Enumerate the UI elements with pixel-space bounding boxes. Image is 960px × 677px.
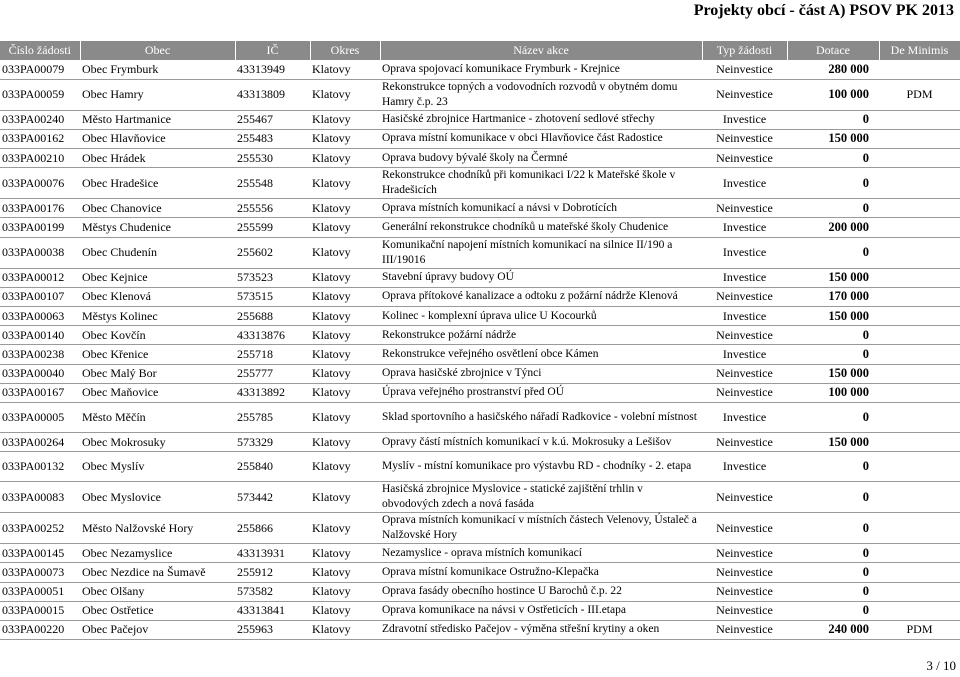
cell-dotace: 150 000 [787, 307, 879, 326]
column-header-nazev: Název akce [380, 41, 702, 60]
cell-cislo: 033PA00005 [0, 402, 80, 432]
cell-obec: Obec Hlavňovice [80, 129, 235, 148]
cell-nazev: Oprava místní komunikace Ostružno-Klepačka [380, 563, 702, 582]
cell-cislo: 033PA00199 [0, 218, 80, 237]
cell-obec: Obec Olšany [80, 582, 235, 601]
cell-dotace: 0 [787, 452, 879, 482]
table-row [0, 79, 960, 110]
cell-dm [879, 432, 960, 451]
column-header-dotace: Dotace [787, 41, 879, 60]
cell-ic: 255483 [235, 129, 310, 148]
cell-nazev: Oprava komunikace na návsi v Ostřeticích - III.etapa [380, 601, 702, 620]
cell-nazev: Stavební úpravy budovy OÚ [380, 268, 702, 287]
cell-ic: 43313876 [235, 326, 310, 345]
cell-typ: Neinvestice [702, 383, 787, 402]
cell-dotace: 100 000 [787, 79, 879, 110]
table-row [0, 383, 960, 402]
cell-obec: Město Měčín [80, 402, 235, 432]
cell-nazev: Hasičské zbrojnice Hartmanice - zhotovení sedlové střechy [380, 110, 702, 129]
cell-okres: Klatovy [310, 268, 380, 287]
cell-ic: 255866 [235, 513, 310, 544]
cell-obec: Obec Nezamyslice [80, 544, 235, 563]
cell-typ: Neinvestice [702, 199, 787, 218]
cell-dm [879, 168, 960, 199]
cell-dotace: 240 000 [787, 620, 879, 639]
table-header-row [0, 41, 960, 60]
cell-cislo: 033PA00012 [0, 268, 80, 287]
cell-obec: Obec Klenová [80, 287, 235, 306]
cell-obec: Město Hartmanice [80, 110, 235, 129]
cell-okres: Klatovy [310, 79, 380, 110]
cell-typ: Investice [702, 452, 787, 482]
cell-ic: 255785 [235, 402, 310, 432]
table-row [0, 268, 960, 287]
cell-nazev: Oprava budovy bývalé školy na Čermné [380, 149, 702, 168]
cell-dm [879, 60, 960, 79]
cell-okres: Klatovy [310, 60, 380, 79]
cell-dm [879, 237, 960, 268]
cell-okres: Klatovy [310, 432, 380, 451]
cell-typ: Neinvestice [702, 60, 787, 79]
cell-okres: Klatovy [310, 544, 380, 563]
table-row [0, 402, 960, 432]
cell-typ: Neinvestice [702, 287, 787, 306]
cell-dm [879, 364, 960, 383]
cell-cislo: 033PA00240 [0, 110, 80, 129]
cell-dotace: 0 [787, 110, 879, 129]
cell-dm [879, 544, 960, 563]
cell-dm [879, 110, 960, 129]
cell-okres: Klatovy [310, 307, 380, 326]
table-row [0, 513, 960, 544]
cell-dm [879, 345, 960, 364]
table-row [0, 307, 960, 326]
cell-dm [879, 129, 960, 148]
cell-ic: 255602 [235, 237, 310, 268]
cell-nazev: Nezamyslice - oprava místních komunikací [380, 544, 702, 563]
cell-okres: Klatovy [310, 383, 380, 402]
cell-obec: Obec Chudenín [80, 237, 235, 268]
cell-nazev: Myslív - místní komunikace pro výstavbu RD - chodníky - 2. etapa [380, 452, 702, 482]
cell-cislo: 033PA00252 [0, 513, 80, 544]
cell-ic: 255688 [235, 307, 310, 326]
cell-okres: Klatovy [310, 364, 380, 383]
cell-typ: Investice [702, 110, 787, 129]
table-row [0, 345, 960, 364]
table-row [0, 563, 960, 582]
cell-obec: Obec Nezdice na Šumavě [80, 563, 235, 582]
cell-ic: 573329 [235, 432, 310, 451]
cell-dotace: 150 000 [787, 432, 879, 451]
cell-nazev: Komunikační napojení místních komunikací na silnice II/190 a III/19016 [380, 237, 702, 268]
cell-nazev: Oprava přítokové kanalizace a odtoku z požární nádrže Klenová [380, 287, 702, 306]
cell-nazev: Rekonstrukce požární nádrže [380, 326, 702, 345]
cell-dm [879, 513, 960, 544]
cell-dm [879, 307, 960, 326]
column-header-cislo: Číslo žádosti [0, 41, 80, 60]
cell-ic: 43313931 [235, 544, 310, 563]
cell-dm [879, 402, 960, 432]
cell-cislo: 033PA00176 [0, 199, 80, 218]
cell-obec: Obec Myslovice [80, 482, 235, 513]
table-row [0, 326, 960, 345]
column-header-typ: Typ žádosti [702, 41, 787, 60]
cell-typ: Neinvestice [702, 129, 787, 148]
cell-nazev: Sklad sportovního a hasičského nářadí Radkovice - volební místnost [380, 402, 702, 432]
cell-cislo: 033PA00132 [0, 452, 80, 482]
cell-cislo: 033PA00076 [0, 168, 80, 199]
cell-obec: Město Nalžovské Hory [80, 513, 235, 544]
cell-ic: 43313892 [235, 383, 310, 402]
cell-ic: 573582 [235, 582, 310, 601]
cell-obec: Obec Pačejov [80, 620, 235, 639]
cell-dotace: 0 [787, 601, 879, 620]
column-header-okres: Okres [310, 41, 380, 60]
cell-cislo: 033PA00079 [0, 60, 80, 79]
cell-cislo: 033PA00210 [0, 149, 80, 168]
cell-obec: Obec Hradešice [80, 168, 235, 199]
cell-obec: Obec Křenice [80, 345, 235, 364]
cell-cislo: 033PA00145 [0, 544, 80, 563]
cell-obec: Obec Malý Bor [80, 364, 235, 383]
cell-okres: Klatovy [310, 601, 380, 620]
cell-obec: Obec Kovčín [80, 326, 235, 345]
cell-ic: 255912 [235, 563, 310, 582]
table-row [0, 149, 960, 168]
cell-okres: Klatovy [310, 129, 380, 148]
table-row [0, 544, 960, 563]
cell-nazev: Opravy částí místních komunikací v k.ú. Mokrosuky a Lešišov [380, 432, 702, 451]
cell-obec: Městys Chudenice [80, 218, 235, 237]
page-number: 3 / 10 [926, 658, 956, 673]
cell-typ: Investice [702, 237, 787, 268]
cell-nazev: Oprava místních komunikací a návsi v Dobrotících [380, 199, 702, 218]
cell-dm [879, 482, 960, 513]
cell-typ: Investice [702, 307, 787, 326]
cell-obec: Obec Hrádek [80, 149, 235, 168]
cell-nazev: Rekonstrukce topných a vodovodních rozvodů v obytném domu Hamry č.p. 23 [380, 79, 702, 110]
table-row [0, 432, 960, 451]
cell-okres: Klatovy [310, 110, 380, 129]
cell-dm [879, 452, 960, 482]
table-row [0, 129, 960, 148]
cell-nazev: Úprava veřejného prostranství před OÚ [380, 383, 702, 402]
cell-nazev: Oprava místních komunikací v místních částech Velenovy, Ústaleč a Nalžovské Hory [380, 513, 702, 544]
cell-dotace: 0 [787, 563, 879, 582]
cell-dotace: 0 [787, 513, 879, 544]
table-row [0, 452, 960, 482]
cell-dotace: 0 [787, 345, 879, 364]
cell-cislo: 033PA00083 [0, 482, 80, 513]
cell-dotace: 150 000 [787, 129, 879, 148]
cell-ic: 255548 [235, 168, 310, 199]
cell-nazev: Kolinec - komplexní úprava ulice U Kocourků [380, 307, 702, 326]
cell-ic: 255467 [235, 110, 310, 129]
cell-obec: Obec Mokrosuky [80, 432, 235, 451]
cell-typ: Neinvestice [702, 620, 787, 639]
cell-nazev: Rekonstrukce veřejného osvětlení obce Kámen [380, 345, 702, 364]
cell-cislo: 033PA00015 [0, 601, 80, 620]
cell-okres: Klatovy [310, 563, 380, 582]
cell-okres: Klatovy [310, 402, 380, 432]
cell-ic: 255530 [235, 149, 310, 168]
cell-typ: Investice [702, 168, 787, 199]
cell-okres: Klatovy [310, 168, 380, 199]
cell-obec: Obec Maňovice [80, 383, 235, 402]
cell-obec: Obec Chanovice [80, 199, 235, 218]
cell-typ: Neinvestice [702, 79, 787, 110]
cell-nazev: Rekonstrukce chodníků při komunikaci I/22 k Mateřské škole v Hradešicích [380, 168, 702, 199]
cell-obec: Obec Ostřetice [80, 601, 235, 620]
cell-dotace: 0 [787, 168, 879, 199]
cell-typ: Neinvestice [702, 364, 787, 383]
cell-dotace: 0 [787, 582, 879, 601]
cell-dm [879, 601, 960, 620]
cell-cislo: 033PA00264 [0, 432, 80, 451]
cell-okres: Klatovy [310, 482, 380, 513]
cell-nazev: Zdravotní středisko Pačejov - výměna střešní krytiny a oken [380, 620, 702, 639]
cell-dotace: 0 [787, 402, 879, 432]
table-row [0, 199, 960, 218]
table-row [0, 482, 960, 513]
table-row [0, 364, 960, 383]
cell-ic: 43313949 [235, 60, 310, 79]
table-row [0, 110, 960, 129]
cell-dm [879, 218, 960, 237]
cell-dm [879, 582, 960, 601]
table-row [0, 620, 960, 639]
cell-dm [879, 383, 960, 402]
cell-ic: 255599 [235, 218, 310, 237]
cell-cislo: 033PA00220 [0, 620, 80, 639]
cell-okres: Klatovy [310, 513, 380, 544]
cell-cislo: 033PA00063 [0, 307, 80, 326]
cell-typ: Neinvestice [702, 544, 787, 563]
cell-cislo: 033PA00162 [0, 129, 80, 148]
cell-dotace: 150 000 [787, 364, 879, 383]
cell-typ: Neinvestice [702, 432, 787, 451]
cell-typ: Neinvestice [702, 149, 787, 168]
cell-dotace: 100 000 [787, 383, 879, 402]
cell-okres: Klatovy [310, 582, 380, 601]
cell-dm [879, 287, 960, 306]
cell-ic: 43313841 [235, 601, 310, 620]
cell-typ: Investice [702, 345, 787, 364]
cell-obec: Obec Frymburk [80, 60, 235, 79]
cell-dotace: 0 [787, 544, 879, 563]
cell-dm: PDM [879, 620, 960, 639]
cell-dm [879, 563, 960, 582]
cell-typ: Investice [702, 268, 787, 287]
cell-dm [879, 149, 960, 168]
cell-nazev: Hasičská zbrojnice Myslovice - statické zajištění trhlin v obvodových zdech a nová fasáda [380, 482, 702, 513]
cell-dotace: 200 000 [787, 218, 879, 237]
cell-typ: Neinvestice [702, 563, 787, 582]
cell-dotace: 0 [787, 326, 879, 345]
cell-dotace: 0 [787, 482, 879, 513]
column-header-ic: IČ [235, 41, 310, 60]
cell-dm [879, 326, 960, 345]
cell-ic: 43313809 [235, 79, 310, 110]
cell-cislo: 033PA00073 [0, 563, 80, 582]
cell-typ: Neinvestice [702, 582, 787, 601]
cell-dm [879, 268, 960, 287]
cell-cislo: 033PA00107 [0, 287, 80, 306]
cell-dotace: 0 [787, 237, 879, 268]
cell-cislo: 033PA00051 [0, 582, 80, 601]
table-row [0, 218, 960, 237]
cell-typ: Neinvestice [702, 513, 787, 544]
cell-cislo: 033PA00167 [0, 383, 80, 402]
table-row [0, 287, 960, 306]
column-header-deminimis: De Minimis [879, 41, 960, 60]
cell-okres: Klatovy [310, 237, 380, 268]
cell-ic: 255840 [235, 452, 310, 482]
cell-cislo: 033PA00040 [0, 364, 80, 383]
cell-dotace: 280 000 [787, 60, 879, 79]
cell-dotace: 170 000 [787, 287, 879, 306]
cell-nazev: Oprava spojovací komunikace Frymburk - Krejnice [380, 60, 702, 79]
table-row [0, 60, 960, 79]
cell-okres: Klatovy [310, 199, 380, 218]
cell-dotace: 0 [787, 199, 879, 218]
cell-ic: 255556 [235, 199, 310, 218]
cell-ic: 255718 [235, 345, 310, 364]
cell-typ: Investice [702, 218, 787, 237]
cell-okres: Klatovy [310, 620, 380, 639]
cell-dotace: 150 000 [787, 268, 879, 287]
cell-obec: Obec Kejnice [80, 268, 235, 287]
cell-obec: Obec Myslív [80, 452, 235, 482]
cell-dm [879, 199, 960, 218]
table-row [0, 601, 960, 620]
cell-obec: Městys Kolinec [80, 307, 235, 326]
cell-obec: Obec Hamry [80, 79, 235, 110]
cell-cislo: 033PA00059 [0, 79, 80, 110]
cell-dm: PDM [879, 79, 960, 110]
cell-cislo: 033PA00038 [0, 237, 80, 268]
cell-okres: Klatovy [310, 345, 380, 364]
cell-nazev: Generální rekonstrukce chodníků u mateřské školy Chudenice [380, 218, 702, 237]
cell-dotace: 0 [787, 149, 879, 168]
cell-ic: 573515 [235, 287, 310, 306]
page-title: Projekty obcí - část A) PSOV PK 2013 [693, 2, 954, 19]
table-row [0, 582, 960, 601]
cell-okres: Klatovy [310, 149, 380, 168]
cell-typ: Investice [702, 402, 787, 432]
cell-typ: Neinvestice [702, 482, 787, 513]
cell-ic: 573442 [235, 482, 310, 513]
cell-nazev: Oprava místní komunikace v obci Hlavňovice část Radostice [380, 129, 702, 148]
cell-okres: Klatovy [310, 218, 380, 237]
column-header-obec: Obec [80, 41, 235, 60]
cell-ic: 255963 [235, 620, 310, 639]
cell-ic: 255777 [235, 364, 310, 383]
cell-okres: Klatovy [310, 452, 380, 482]
cell-cislo: 033PA00140 [0, 326, 80, 345]
cell-nazev: Oprava fasády obecního hostince U Barochů č.p. 22 [380, 582, 702, 601]
cell-ic: 573523 [235, 268, 310, 287]
cell-typ: Neinvestice [702, 326, 787, 345]
cell-typ: Neinvestice [702, 601, 787, 620]
cell-okres: Klatovy [310, 287, 380, 306]
table-row [0, 168, 960, 199]
cell-okres: Klatovy [310, 326, 380, 345]
cell-nazev: Oprava hasičské zbrojnice v Týnci [380, 364, 702, 383]
table-row [0, 237, 960, 268]
cell-cislo: 033PA00238 [0, 345, 80, 364]
projects-table [0, 41, 960, 640]
